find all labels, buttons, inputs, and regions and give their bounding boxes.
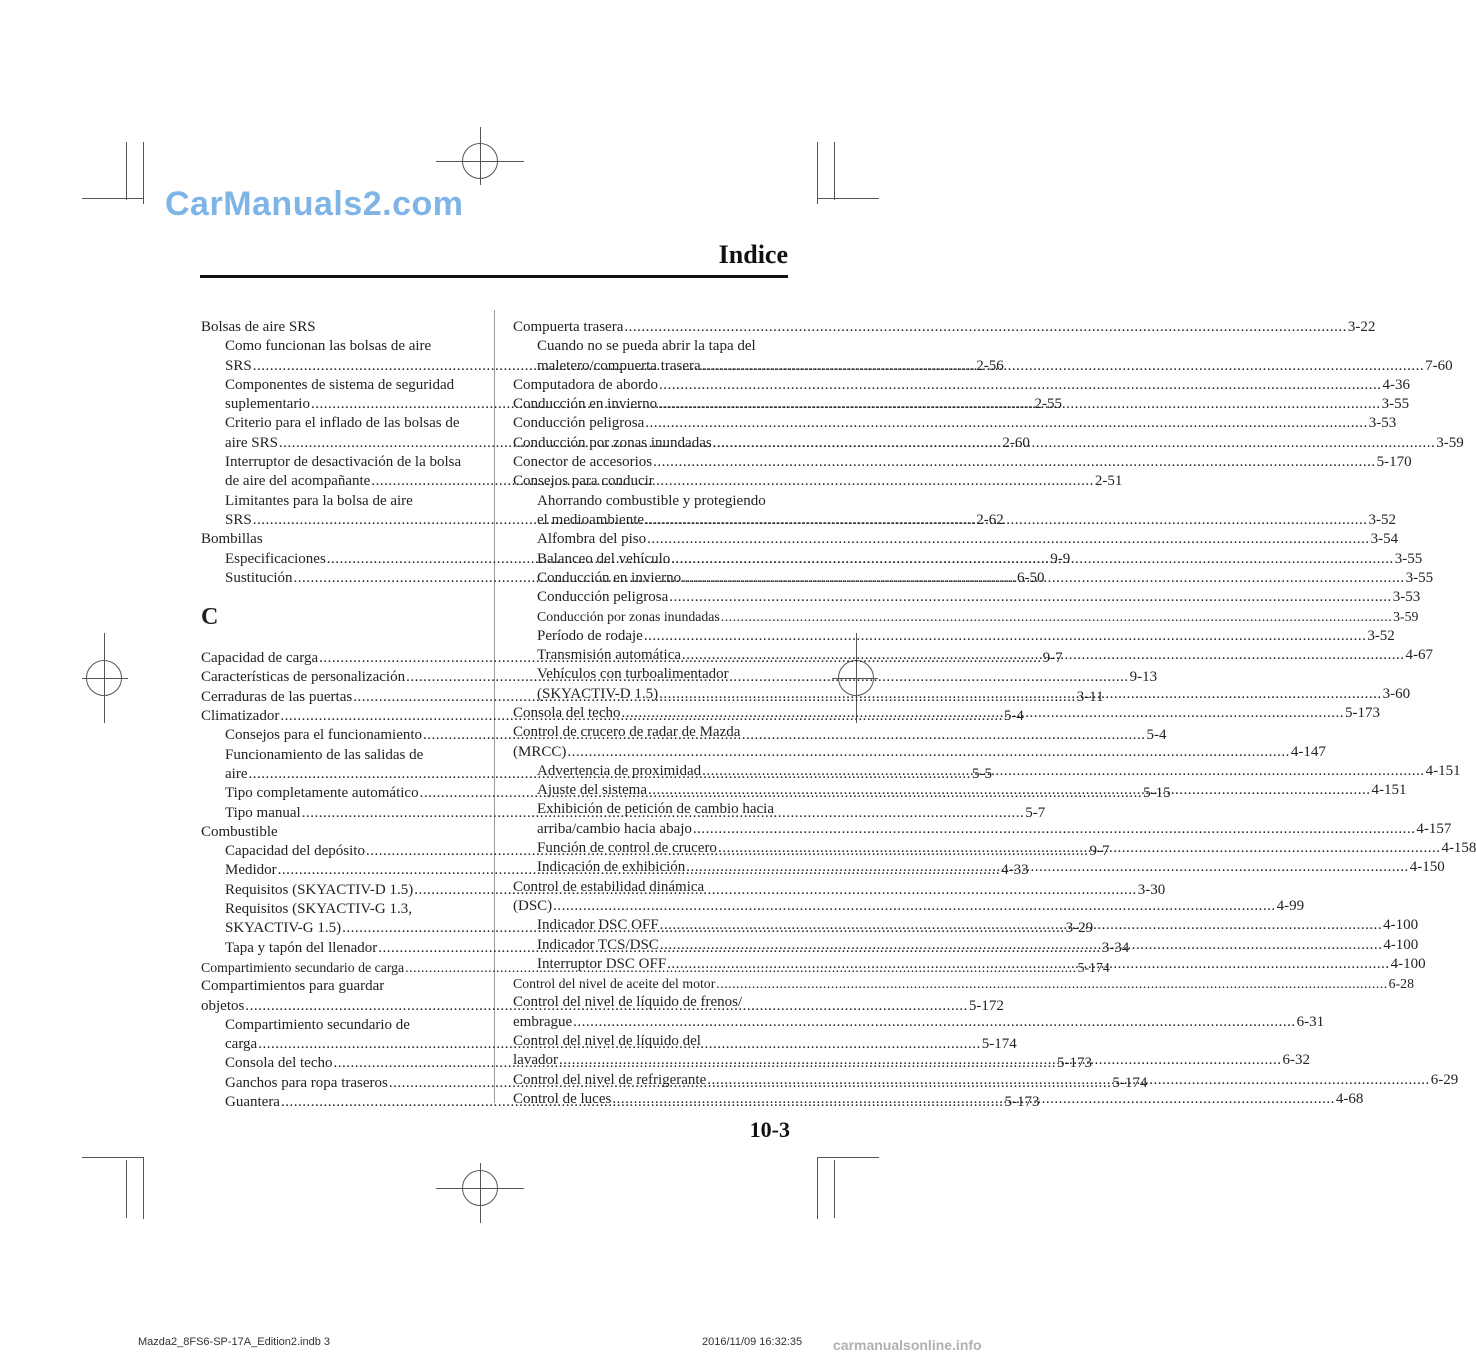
entry-text: Conector de accesorios: [513, 454, 653, 471]
page-ref: 4-147: [1290, 743, 1326, 760]
leader-dots: [645, 511, 1368, 530]
entry-text: Indicador TCS/DSC: [537, 936, 659, 953]
registration-target: [82, 678, 128, 679]
page-ref: 2-60: [1002, 434, 1030, 451]
leader-dots: [612, 1090, 1335, 1109]
entry-text: Medidor: [225, 862, 277, 879]
leader-dots: [716, 974, 1387, 993]
index-entry: Bolsas de aire SRS: [201, 319, 316, 335]
page-ref: 4-100: [1383, 936, 1419, 953]
page-ref: 4-99: [1276, 897, 1305, 914]
entry-text: Guantera: [225, 1093, 280, 1110]
page-ref: 3-59: [1436, 434, 1464, 451]
registration-target: [480, 1163, 481, 1223]
leader-dots: [660, 936, 1383, 955]
page-ref: 2-56: [976, 357, 1004, 374]
crop-mark: [834, 142, 835, 200]
footer-timestamp: 2016/11/09 16:32:35: [702, 1336, 803, 1348]
index-entry: [513, 453, 1412, 472]
entry-text: carga: [225, 1036, 258, 1053]
entry-text: Función de control de crucero: [537, 840, 717, 857]
index-subentry: [513, 588, 1421, 607]
page-ref: 5-174: [1112, 1074, 1148, 1091]
index-entry: [513, 974, 1414, 993]
page-ref: 3-60: [1382, 685, 1411, 702]
page-ref: 2-55: [1034, 396, 1062, 413]
leader-dots: [660, 916, 1383, 935]
entry-text: Tapa y tapón del llenador: [225, 939, 378, 956]
entry-text: (MRCC): [513, 743, 567, 760]
leader-dots: [693, 820, 1416, 839]
index-entry: [513, 376, 1410, 395]
entry-text: Climatizador: [201, 708, 280, 725]
entry-text: Cerraduras de las puertas: [201, 688, 353, 705]
page-ref: 3-53: [1368, 415, 1397, 432]
entry-text: Conducción en invierno: [537, 569, 682, 586]
leader-dots: [658, 395, 1381, 414]
page-ref: 6-50: [1017, 569, 1045, 586]
entry-text: Consejos para el funcionamiento: [225, 727, 423, 744]
entry-text: Capacidad del depósito: [225, 843, 365, 860]
page-ref: 4-157: [1416, 820, 1452, 837]
index-subentry: Cuando no se pueda abrir la tapa del: [537, 338, 756, 355]
index-entry: Control del nivel de líquido de frenos/: [513, 994, 743, 1011]
crop-mark: [82, 1157, 144, 1158]
index-entry: [513, 743, 1326, 762]
entry-text: Control del nivel de aceite del motor: [513, 976, 716, 992]
index-subentry: Compartimiento secundario de: [225, 1016, 410, 1033]
page-number: 10-3: [749, 1117, 790, 1142]
crop-mark: [817, 198, 879, 199]
entry-text: objetos: [201, 997, 245, 1014]
index-entry: Consejos para conducir: [513, 473, 654, 490]
index-entry: [513, 897, 1305, 916]
index-entry: [513, 414, 1397, 433]
page-ref: 3-53: [1392, 589, 1421, 606]
page-ref: 5-173: [1004, 1093, 1040, 1110]
page-ref: 5-174: [981, 1036, 1017, 1053]
entry-text: de aire del acompañante: [225, 473, 371, 490]
leader-dots: [659, 376, 1382, 395]
page-title: Indice: [718, 240, 788, 269]
index-entry: Compartimientos para guardar: [201, 978, 385, 995]
page-ref: 4-150: [1409, 859, 1445, 876]
leader-dots: [721, 607, 1392, 626]
entry-text: suplementario: [225, 396, 310, 413]
page-ref: 9-7: [1089, 843, 1110, 860]
index-entry: Control del nivel de líquido del: [513, 1032, 701, 1049]
entry-text: SKYACTIV-G 1.5): [225, 920, 342, 937]
entry-text: Conducción peligrosa: [537, 589, 669, 606]
registration-target: [104, 633, 105, 723]
registration-target: [480, 127, 481, 185]
index-subentry: Interruptor de desactivación de la bolsa: [225, 454, 462, 471]
page-ref: 3-55: [1405, 569, 1434, 586]
watermark: CarManuals2.com: [165, 185, 464, 223]
page-ref: 4-36: [1382, 376, 1410, 393]
entry-text: Transmisión automática: [537, 647, 682, 664]
leader-dots: [671, 550, 1394, 569]
crop-mark: [126, 142, 127, 200]
crop-mark: [817, 1157, 879, 1158]
crop-mark: [82, 198, 144, 199]
page-ref: 5-4: [1146, 727, 1167, 744]
entry-text: embrague: [513, 1013, 573, 1030]
crop-mark: [817, 142, 818, 204]
page-ref: 4-100: [1383, 917, 1419, 934]
entry-text: Tipo manual: [225, 804, 301, 821]
page-ref: 5-5: [971, 765, 992, 782]
entry-text: Compuerta trasera: [513, 319, 624, 335]
entry-text: Ajuste del sistema: [537, 782, 647, 799]
leader-dots: [702, 357, 1425, 376]
index-subentry: [513, 627, 1395, 646]
crop-mark: [126, 1160, 127, 1218]
entry-text: Consola del techo: [513, 704, 621, 721]
index-subentry: Como funcionan las bolsas de aire: [225, 338, 432, 355]
index-subentry: [513, 530, 1399, 549]
page-ref: 5-15: [1143, 785, 1171, 802]
index-subentry: Funcionamiento de las salidas de: [225, 746, 424, 763]
page-ref: 9-9: [1050, 550, 1071, 567]
page-ref: 3-22: [1347, 319, 1376, 335]
crop-mark: [143, 142, 144, 204]
page-ref: 3-59: [1393, 609, 1419, 625]
crop-mark: [817, 1157, 818, 1219]
page-ref: 6-29: [1430, 1071, 1459, 1088]
page-ref: 3-55: [1381, 396, 1410, 413]
leader-dots: [682, 569, 1405, 588]
page-ref: 3-52: [1367, 627, 1395, 644]
index-subentry: Criterio para el inflado de las bolsas de: [225, 415, 460, 432]
leader-dots: [648, 781, 1371, 800]
page-ref: 6-31: [1296, 1013, 1325, 1030]
entry-text: Indicación de exhibición: [537, 859, 686, 876]
index-subentry: Requisitos (SKYACTIV-G 1.3,: [225, 901, 412, 918]
entry-text: Especificaciones: [225, 550, 326, 567]
leader-dots: [659, 685, 1382, 704]
index-subentry: Limitantes para la bolsa de aire: [225, 492, 413, 509]
index-subentry: [513, 607, 1419, 626]
index-entry: Bombillas: [201, 531, 263, 548]
page-ref: 5-172: [968, 997, 1004, 1014]
leader-dots: [624, 318, 1347, 337]
entry-text: Tipo completamente automático: [225, 785, 419, 802]
entry-text: Sustitución: [225, 569, 293, 586]
leader-dots: [682, 646, 1405, 665]
entry-text: Interruptor DSC OFF: [537, 955, 667, 972]
page-ref: 2-62: [976, 511, 1004, 528]
index-entry: [513, 1013, 1325, 1032]
crop-mark: [834, 1160, 835, 1218]
leader-dots: [718, 839, 1441, 858]
leader-dots: [667, 955, 1390, 974]
index-entry: [513, 318, 1376, 337]
page-ref: 3-34: [1101, 939, 1130, 956]
entry-text: Consola del techo: [225, 1055, 333, 1072]
entry-text: lavador: [513, 1052, 558, 1069]
entry-text: Compartimiento secundario de carga: [201, 959, 405, 975]
page-ref: 5-174: [1077, 959, 1110, 975]
entry-text: (SKYACTIV-D 1.5): [537, 685, 659, 702]
header-rule: [200, 275, 788, 278]
leader-dots: [669, 588, 1392, 607]
leader-dots: [645, 414, 1368, 433]
entry-text: aire: [225, 765, 248, 782]
page-ref: 5-173: [1056, 1055, 1092, 1072]
entry-text: Indicador DSC OFF: [537, 917, 659, 934]
page-ref: 4-151: [1425, 762, 1461, 779]
crop-mark: [143, 1157, 144, 1219]
leader-dots: [621, 704, 1344, 723]
entry-text: Control de luces: [513, 1090, 612, 1107]
leader-dots: [644, 627, 1367, 646]
leader-dots: [573, 1013, 1296, 1032]
entry-text: Requisitos (SKYACTIV-D 1.5): [225, 881, 414, 898]
index-entry: Combustible: [201, 823, 278, 840]
leader-dots: [647, 530, 1370, 549]
entry-text: Capacidad de carga: [201, 650, 319, 667]
page-ref: 4-158: [1441, 840, 1476, 857]
index-subentry: Vehículos con turboalimentador: [537, 666, 729, 683]
index-subentry: Componentes de sistema de seguridad: [225, 376, 455, 393]
entry-text: arriba/cambio hacia abajo: [537, 820, 692, 837]
entry-text: Conducción por zonas inundadas: [513, 434, 712, 451]
entry-text: Alfombra del piso: [537, 531, 647, 548]
entry-text: Conducción peligrosa: [513, 415, 645, 432]
leader-dots: [553, 897, 1276, 916]
entry-text: Conducción por zonas inundadas: [537, 609, 720, 625]
page-ref: 2-51: [1094, 473, 1123, 490]
page-ref: 5-170: [1376, 454, 1412, 471]
page-ref: 4-33: [1001, 862, 1029, 879]
page-ref: 6-28: [1388, 976, 1414, 992]
page-ref: 4-151: [1371, 782, 1407, 799]
page-ref: 6-32: [1282, 1052, 1310, 1069]
page-ref: 3-29: [1065, 920, 1094, 937]
entry-text: Ganchos para ropa traseros: [225, 1074, 388, 1091]
entry-text: Período de rodaje: [537, 627, 643, 644]
footer-filename: Mazda2_8FS6-SP-17A_Edition2.indb 3: [138, 1336, 331, 1348]
page-ref: 4-67: [1405, 647, 1434, 664]
entry-text: Balanceo del vehículo: [537, 550, 671, 567]
page-ref: 3-54: [1370, 531, 1399, 548]
index-subentry: Ahorrando combustible y protegiendo: [537, 492, 766, 509]
leader-dots: [686, 858, 1409, 877]
page-ref: 4-68: [1335, 1090, 1364, 1107]
page-ref: 3-11: [1076, 688, 1104, 705]
entry-text: aire SRS: [225, 434, 278, 451]
watermark-bottom: carmanualsonline.info: [833, 1337, 982, 1353]
page-ref: 5-4: [1003, 708, 1024, 725]
leader-dots: [559, 1051, 1282, 1070]
entry-text: Advertencia de proximidad: [537, 762, 702, 779]
index-subentry: [513, 820, 1452, 839]
page-ref: 4-100: [1390, 955, 1426, 972]
page-ref: 9-7: [1042, 650, 1063, 667]
leader-dots: [653, 453, 1376, 472]
entry-text: (DSC): [513, 897, 553, 914]
index-entry: Control de crucero de radar de Mazda: [513, 724, 741, 741]
leader-dots: [713, 434, 1436, 453]
entry-text: Computadora de abordo: [513, 376, 658, 393]
entry-text: Características de personalización: [201, 669, 406, 686]
section-letter: C: [201, 604, 219, 631]
page-ref: 9-13: [1129, 669, 1158, 686]
page-ref: 3-30: [1137, 881, 1166, 898]
leader-dots: [707, 1071, 1430, 1090]
index-subentry: Exhibición de petición de cambio hacia: [537, 801, 774, 818]
entry-text: SRS: [225, 357, 252, 374]
entry-text: Conducción en invierno: [513, 396, 658, 413]
leader-dots: [702, 762, 1425, 781]
index-entry: Control de estabilidad dinámica: [513, 878, 705, 895]
page-ref: 7-60: [1425, 357, 1453, 374]
entry-text: maletero/compuerta trasera: [537, 357, 701, 374]
leader-dots: [567, 743, 1290, 762]
entry-text: el medioambiente: [537, 511, 645, 528]
entry-text: Control del nivel de refrigerante: [513, 1071, 707, 1088]
page-ref: 3-52: [1368, 511, 1397, 528]
page-ref: 3-55: [1394, 550, 1423, 567]
entry-text: SRS: [225, 511, 252, 528]
page-ref: 5-173: [1344, 704, 1380, 721]
page-ref: 5-7: [1025, 804, 1046, 821]
